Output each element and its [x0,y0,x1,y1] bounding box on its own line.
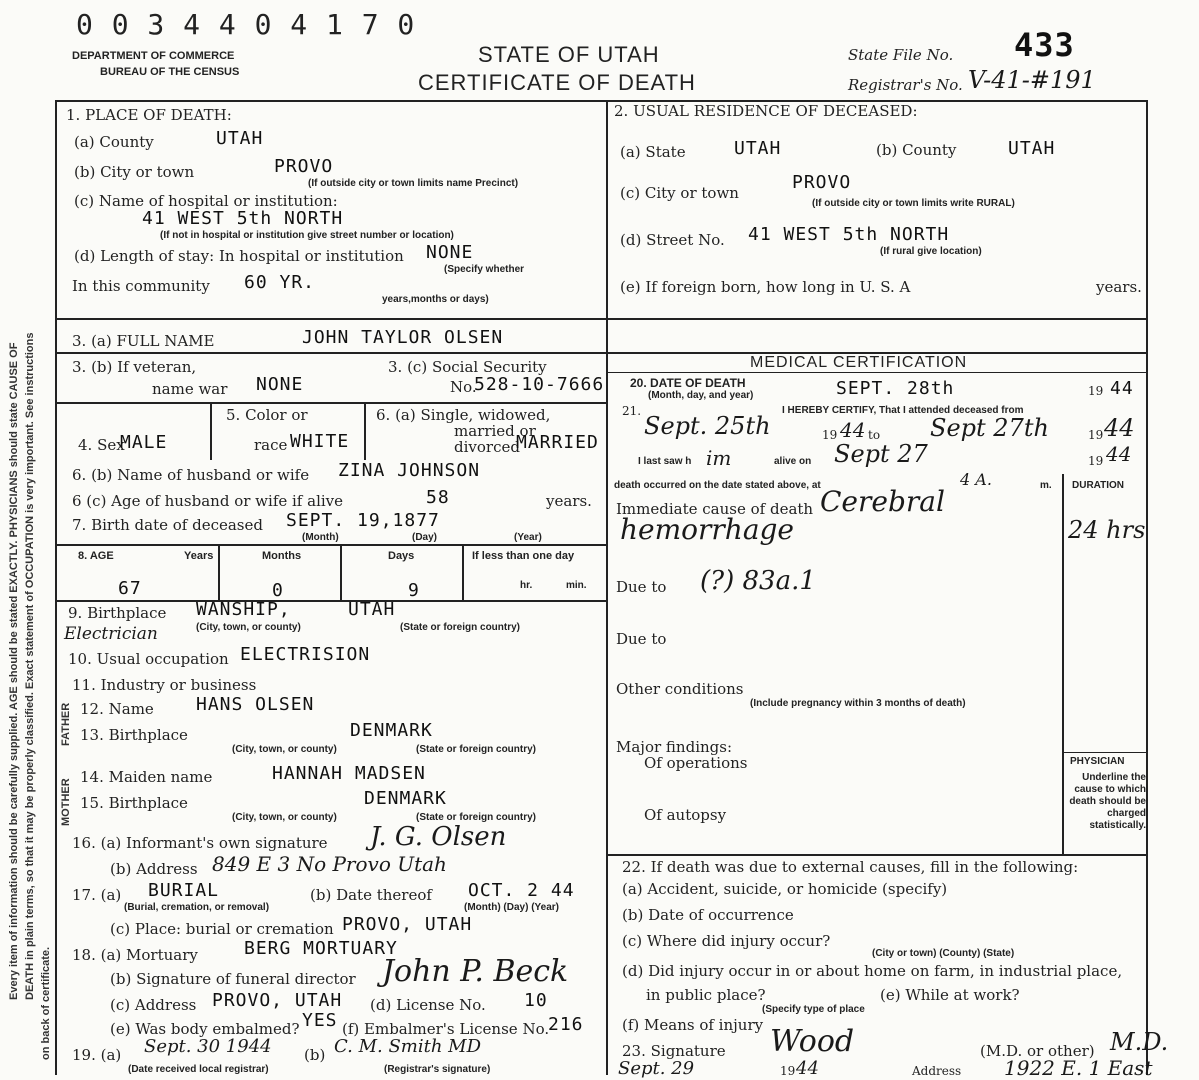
registrar-value: V-41-#191 [968,66,1096,94]
age-div-2 [340,544,342,600]
res-city: PROVO [792,172,852,193]
race-label: race [254,436,288,454]
mort-addr: PROVO, UTAH [212,990,343,1011]
operations-label: Of operations [644,754,748,772]
registrar-sig: C. M. Smith MD [334,1036,482,1057]
last-saw-year: 44 [1106,442,1132,466]
state-file-label: State File No. [848,46,954,64]
race: WHITE [290,431,350,452]
last-saw-hw: im [706,446,732,470]
other-conditions-label: Other conditions [616,680,744,698]
birth-date: SEPT. 19,1877 [286,510,440,531]
last-saw-label: I last saw h [638,456,692,467]
birth-month-note: (Month) [302,532,339,543]
sex-divider [210,402,212,460]
pod-county: UTAH [216,128,264,149]
where-label: (c) Where did injury occur? [622,932,831,950]
burial-date-note: (Month) (Day) (Year) [464,902,559,913]
mortuary: BERG MORTUARY [244,938,398,959]
marital-label3: divorced [454,438,520,456]
res-county-label: (b) County [876,141,957,159]
right-rule [1146,100,1148,1075]
embalmed-label: (e) Was body embalmed? [110,1020,300,1038]
pod-hospital-note: (If not in hospital or institution give street number or location) [160,230,454,241]
mortuary-label: 18. (a) Mortuary [72,946,198,964]
public-label: in public place? [646,986,766,1004]
duration: 24 hrs [1068,516,1146,544]
pod-city-label: (b) City or town [74,163,195,181]
to-label: to [868,428,881,442]
residence-heading: 2. USUAL RESIDENCE OF DECEASED: [614,102,918,120]
min-label: min. [566,580,587,591]
spouse-age: 58 [426,487,450,508]
occupation-handwritten: Electrician [64,624,158,644]
ss-prefix: No. [450,378,477,396]
burial-place-label: (c) Place: burial or cremation [110,920,334,938]
home-label: (d) Did injury occur in or about home on farm, in industrial place, [622,962,1123,980]
physician-address: 1922 E. 1 East [1004,1056,1153,1080]
physician-label: PHYSICIAN [1070,756,1125,767]
external-label: 22. If death was due to external causes, fill in the following: [622,858,1079,876]
due-to-label: Due to [616,578,667,596]
margin-instructions-2: DEATH in plain terms, so that it may be properly classified. Exact statement of OCCUPATION is very important. See instructions [24,332,36,1000]
burial-date: OCT. 2 44 [468,880,575,901]
physician-note: Underline the cause to which death should be charged statistically. [1069,772,1146,831]
rule-after-3a [55,352,606,354]
res-foreign-suffix: years. [1096,278,1142,296]
informant-addr: 849 E 3 No Provo Utah [212,852,447,876]
burial-date-label: (b) Date thereof [310,886,432,904]
father-side-label: FATHER [60,702,72,746]
birthplace-city: WANSHIP, [196,599,291,620]
where-note: (City or town) (County) (State) [872,948,1015,959]
accident-label: (a) Accident, suicide, or homicide (specify) [622,880,948,898]
type-place-note: (Specify type of place [762,1004,865,1015]
age-div-3 [462,544,464,600]
spouse-age-label: 6 (c) Age of husband or wife if alive [72,492,344,510]
license: 10 [524,990,548,1011]
pod-county-label: (a) County [74,133,154,151]
father-name: HANS OLSEN [196,694,315,715]
registrar-sig-note: (Registrar's signature) [384,1064,491,1075]
immediate-cause: Cerebral hemorrhage [620,485,945,546]
veteran-label: 3. (b) If veteran, [72,358,197,376]
ss-number: 528-10-7666 [474,374,605,395]
cert-title: CERTIFICATE OF DEATH [418,70,696,95]
pod-stay-note: (Specify whether [444,264,525,275]
left-rule [55,100,57,1075]
burial-label: 17. (a) [72,886,122,904]
rule-after-8 [55,600,606,602]
registrar-sig-label: (b) [304,1046,326,1064]
dod-note: (Month, day, and year) [648,390,754,401]
spouse-age-suffix: years. [546,492,592,510]
rule-physician [1062,752,1147,753]
spouse-label: 6. (b) Name of husband or wife [72,466,310,484]
burial-place: PROVO, UTAH [342,914,473,935]
embalmed: YES [302,1010,338,1031]
pod-community-label: In this community [72,277,210,295]
state-file-value: 433 [1014,26,1075,64]
informant-sig-label: 16. (a) Informant's own signature [72,834,328,852]
to-year-prefix: 19 [1088,428,1104,442]
veteran-war: NONE [256,374,304,395]
due-to2-label: Due to [616,630,667,648]
rule-external [606,854,1147,856]
alive-on-label: alive on [774,456,812,467]
age-days: 9 [408,580,420,601]
occurred-label: death occurred on the date stated above, at [614,480,821,491]
sex: MALE [120,432,168,453]
emb-license: 216 [548,1014,584,1035]
res-foreign-label: (e) If foreign born, how long in U. S. A [620,278,911,296]
occupation: ELECTRISION [240,644,371,665]
emb-license-label: (f) Embalmer's License No. [342,1020,550,1038]
age-months: 0 [272,580,284,601]
father-bp-city-note: (City, town, or county) [232,744,337,755]
other-conditions-note: (Include pregnancy within 3 months of death) [750,698,966,709]
rule-after-7 [55,544,606,546]
birthplace-label: 9. Birthplace [68,604,167,622]
father-bp-label: 13. Birthplace [80,726,188,744]
registrar-label: Registrar's No. [848,76,963,94]
age-div-1 [218,544,220,600]
to-year: 44 [1104,414,1135,442]
burial-note: (Burial, cremation, or removal) [124,902,270,913]
res-state: UTAH [734,138,782,159]
spouse: ZINA JOHNSON [338,460,481,481]
dod-year: 44 [1110,378,1134,399]
autopsy-label: Of autopsy [644,806,727,824]
received-note: (Date received local registrar) [128,1064,269,1075]
place-of-death-heading: 1. PLACE OF DEATH: [66,106,232,124]
marital: MARRIED [516,432,599,453]
months-label: Months [262,550,302,562]
dept-of-commerce: DEPARTMENT OF COMMERCE [72,50,235,62]
color-label: 5. Color or [226,406,308,424]
attended-to: Sept 27th [930,414,1049,442]
dod: SEPT. 28th [836,378,955,399]
m-label: m. [1040,480,1052,491]
birth-year-note: (Year) [514,532,542,543]
res-street-note: (If rural give location) [880,246,982,257]
bureau-of-census: BUREAU OF THE CENSUS [100,66,240,78]
mother-side-label: MOTHER [60,778,72,826]
last-saw-year-prefix: 19 [1088,454,1104,468]
marital-label2: married or [454,422,536,440]
from-year: 44 [840,418,866,442]
pod-community-note: years,months or days) [382,294,489,305]
res-street: 41 WEST 5th NORTH [748,224,950,245]
age-label: 8. AGE [78,550,114,562]
last-saw-date: Sept 27 [834,440,928,468]
license-label: (d) License No. [370,996,486,1014]
ss-label: 3. (c) Social Security [388,358,547,376]
means-label: (f) Means of injury [622,1016,764,1034]
hr-label: hr. [520,580,533,591]
occupation-label: 10. Usual occupation [68,650,229,668]
certify-label: 21. [622,404,642,418]
from-year-prefix: 19 [822,428,838,442]
middle-rule [606,100,608,1075]
immediate-cause-label: Immediate cause of death [616,500,814,518]
mother-bp-state-note: (State or foreign country) [416,812,537,823]
res-city-label: (c) City or town [620,184,739,202]
pod-city: PROVO [274,156,334,177]
res-street-label: (d) Street No. [620,231,725,249]
full-name: JOHN TAYLOR OLSEN [302,327,504,348]
sig-year-prefix: 19 [780,1064,796,1078]
major-findings-label: Major findings: [616,738,733,756]
years-label: Years [184,550,214,562]
duration-divider [1062,474,1064,854]
age-years: 67 [118,578,142,599]
res-city-note: (If outside city or town limits write RURAL) [812,198,1015,209]
director-label: (b) Signature of funeral director [110,970,356,988]
birthplace-state-note: (State or foreign country) [400,622,521,633]
pod-stay: NONE [426,242,474,263]
md-hw: M.D. [1110,1028,1169,1056]
occurrence-label: (b) Date of occurrence [622,906,794,924]
pod-hospital-label: (c) Name of hospital or institution: [74,192,338,210]
res-county: UTAH [1008,138,1056,159]
pod-city-note: (If outside city or town limits name Precinct) [308,178,519,189]
father-bp-state-note: (State or foreign country) [416,744,537,755]
birth-label: 7. Birth date of deceased [72,516,263,534]
sex-label: 4. Sex [78,436,125,454]
informant-addr-label: (b) Address [110,860,198,878]
certify-text: I HEREBY CERTIFY, That I attended deceased from [782,405,1024,416]
rule-medical-sub [606,372,1147,373]
days-label: Days [388,550,415,562]
while-work-label: (e) While at work? [880,986,1020,1004]
state-title: STATE OF UTAH [478,42,660,67]
director-sig: John P. Beck [382,954,569,989]
birth-day-note: (Day) [412,532,438,543]
attended-from: Sept. 25th [644,412,771,440]
full-name-label: 3. (a) FULL NAME [72,332,215,350]
dod-label: 20. DATE OF DEATH [630,376,746,390]
burial: BURIAL [148,880,220,901]
medical-heading: MEDICAL CERTIFICATION [750,354,968,371]
rule-after-1 [55,318,1147,320]
signature-label: 23. Signature [622,1042,726,1060]
industry-label: 11. Industry or business [72,676,257,694]
margin-instructions-3: on back of certificate. [40,946,52,1060]
md-label: (M.D. or other) [980,1042,1095,1060]
lessday-label: If less than one day [472,550,575,562]
father-name-label: 12. Name [80,700,154,718]
sig-date: Sept. 29 [618,1058,695,1079]
margin-instructions-1: Every item of information should be carefully supplied. AGE should be stated EXACTLY. PHYSICIANS should state CAUSE OF [8,342,20,1000]
pod-stay-label: (d) Length of stay: In hospital or institution [74,247,404,265]
res-state-label: (a) State [620,143,686,161]
marital-label: 6. (a) Single, widowed, [376,406,551,424]
serial-number: 0 0 3 4 4 0 4 1 7 0 [76,8,416,41]
due-to: (?) 83a.1 [700,566,816,596]
father-bp: DENMARK [350,720,433,741]
dod-year-prefix: 19 [1088,384,1104,398]
occurred-time: 4 A. [960,470,992,489]
top-rule [55,100,1147,102]
informant-sig: J. G. Olsen [370,822,507,852]
received-label: 19. (a) [72,1046,122,1064]
birthplace-state: UTAH [348,599,396,620]
pod-hospital: 41 WEST 5th NORTH [142,208,344,229]
race-divider [364,402,366,460]
sig-year: 44 [796,1058,819,1079]
received-date: Sept. 30 1944 [144,1036,272,1057]
veteran-label2: name war [152,380,228,398]
birthplace-city-note: (City, town, or county) [196,622,301,633]
pod-community: 60 YR. [244,272,316,293]
mother-bp-label: 15. Birthplace [80,794,188,812]
mother-bp-city-note: (City, town, or county) [232,812,337,823]
address-label: Address [912,1064,962,1078]
physician-signature: Wood [770,1024,855,1059]
mother-name: HANNAH MADSEN [272,763,426,784]
mother-name-label: 14. Maiden name [80,768,213,786]
mother-bp: DENMARK [364,788,447,809]
mort-addr-label: (c) Address [110,996,197,1014]
rule-after-3b [55,402,606,404]
duration-label: DURATION [1072,480,1125,491]
